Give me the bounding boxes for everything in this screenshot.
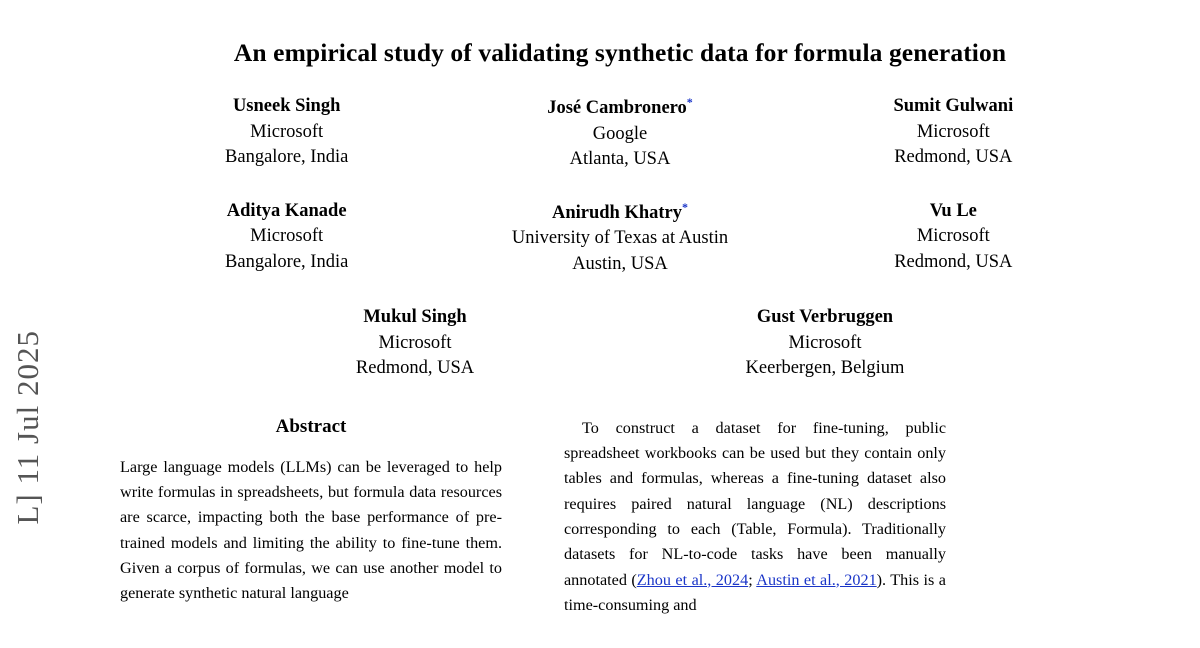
author-location: Austin, USA [572,253,668,274]
author-name [453,94,786,122]
author-location: Bangalore, India [225,251,349,272]
abstract-heading: Abstract [275,415,347,437]
authors-row-3 [120,305,1120,382]
author-affiliation: Google [592,123,648,144]
author-affiliation: Microsoft [250,121,324,142]
arxiv-side-stamp: L] 11 Jul 2025 [10,330,45,525]
author-block [210,305,620,382]
abstract-body [120,455,502,607]
abstract-paragraph: Large language models (LLMs) can be leveraged to help write formulas in spreadsheets, but formula data resources are scarce, impacting both the base performance of pre-trained models and limiting the ability to fine-tune them. Given a corpus of formulas, we can use another model to generate synthetic natural language [120,457,502,603]
author-name [120,199,453,225]
author-block [620,305,1030,382]
left-column [120,416,502,618]
author-name-text: Gust Verbruggen [756,307,894,328]
author-name [120,94,453,120]
author-name-text: José Cambronero [547,98,687,119]
authors-row-2 [120,199,1120,278]
author-block [787,94,1120,173]
author-block [787,199,1120,278]
author-block [120,94,453,173]
author-location: Redmond, USA [894,147,1013,168]
intro-body [564,416,946,618]
intro-text-before-citation: To construct a dataset for fine-tuning, public spreadsheet workbooks can be used but they contain only tables and formulas, whereas a fine-tuning dataset also requires paired natural language (NL) descriptions corresponding to each (Table, Formula). Traditionally datasets for NL-to-code tasks have been manually annotated ( [564,418,946,589]
author-name-text: Aditya Kanade [226,200,347,221]
author-affiliation: Microsoft [250,226,324,247]
author-footnote-marker: * [686,95,693,109]
page-title: An empirical study of validating synthetic data for formula generation [233,38,1007,67]
author-name-text: Anirudh Khatry [551,202,683,223]
two-column-body [120,416,1120,618]
author-name-text: Mukul Singh [363,307,467,328]
author-name [787,199,1120,225]
author-name-text: Vu Le [929,200,977,221]
author-name [453,199,786,227]
author-affiliation: Microsoft [916,226,990,247]
citation-separator: ; [748,570,757,589]
author-location: Atlanta, USA [569,149,671,170]
author-location: Bangalore, India [225,147,349,168]
author-location: Redmond, USA [894,251,1013,272]
citation-link-austin[interactable]: Austin et al., 2021 [756,570,877,589]
author-block [453,94,786,173]
paper-page [120,0,1120,648]
author-block [120,199,453,278]
author-name [210,305,620,331]
intro-paragraph [564,416,946,618]
author-affiliation: Microsoft [788,332,862,353]
author-affiliation: Microsoft [916,121,990,142]
intro-text-after-citation: ). This is a time-consuming and [564,570,946,614]
authors-row-1 [120,94,1120,173]
right-column [564,416,946,618]
author-location: Keerbergen, Belgium [745,358,905,379]
author-name-text: Sumit Gulwani [893,96,1014,116]
author-name-text: Usneek Singh [232,96,341,116]
author-footnote-marker: * [682,199,689,214]
author-block [453,199,786,278]
citation-link-zhou[interactable]: Zhou et al., 2024 [636,570,749,589]
author-affiliation: Microsoft [378,332,452,353]
author-location: Redmond, USA [355,358,475,379]
author-affiliation: University of Texas at Austin [511,228,729,249]
author-name [620,305,1030,331]
author-name [787,94,1120,120]
